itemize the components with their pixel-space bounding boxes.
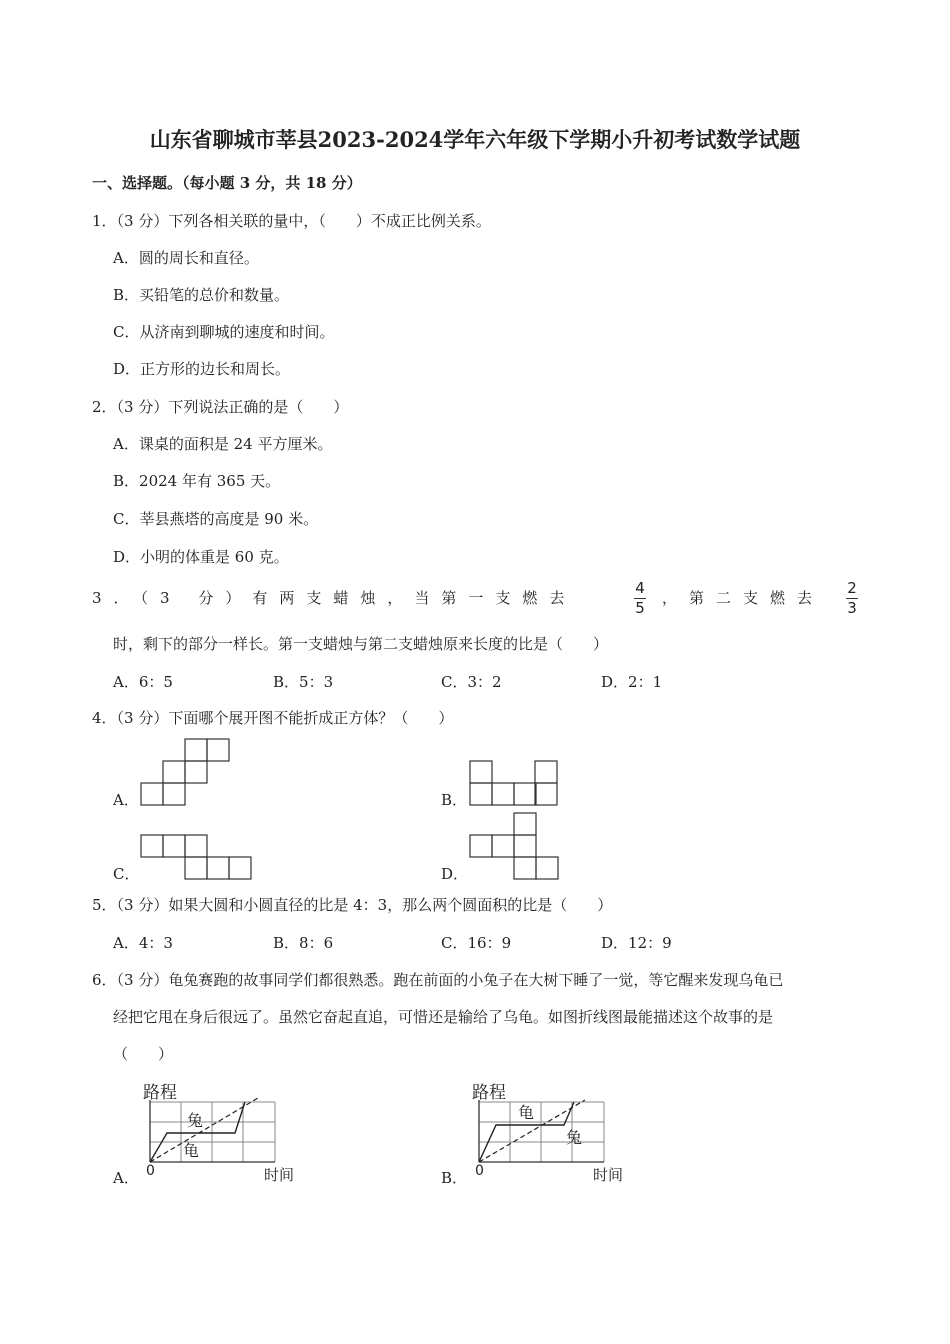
question-6-stem-line3: （ ） xyxy=(113,1045,174,1063)
rabbit-label: 兔 xyxy=(566,1128,583,1147)
question-1-option-a: A．圆的周长和直径。 xyxy=(113,249,259,267)
question-3-option-c: C．3：2 xyxy=(441,673,502,691)
question-5-option-b: B．8：6 xyxy=(273,934,334,952)
question-3-stem-part1: 3．（3 分）有两支蜡烛，当第一支燃去 xyxy=(92,589,577,607)
question-1-option-d: D．正方形的边长和周长。 xyxy=(113,360,291,378)
x-axis-label: 时间 xyxy=(593,1166,624,1184)
question-4-label-a: A． xyxy=(113,791,139,809)
question-4-label-c: C． xyxy=(113,865,140,883)
x-axis-label: 时间 xyxy=(264,1166,295,1184)
question-4-label-b: B． xyxy=(441,791,468,809)
question-5-option-a: A．4：3 xyxy=(113,934,173,952)
question-3-stem-part2: ，第二支燃去 xyxy=(662,589,825,607)
question-6-stem-line2: 经把它甩在身后很远了。虽然它奋起直追，可惜还是输给了乌龟。如图折线图最能描述这个故事的是 xyxy=(113,1008,774,1026)
question-1-stem: 1．（3 分）下列各相关联的量中，（ ）不成正比例关系。 xyxy=(92,212,491,230)
question-3-option-b: B．5：3 xyxy=(273,673,334,691)
question-3-option-d: D．2：1 xyxy=(601,673,663,691)
question-2-stem: 2．（3 分）下列说法正确的是（ ） xyxy=(92,398,349,416)
question-5-option-c: C．16：9 xyxy=(441,934,512,952)
question-5-option-d: D．12：9 xyxy=(601,934,672,952)
question-4-label-d: D． xyxy=(441,865,469,883)
question-3-option-a: A．6：5 xyxy=(113,673,173,691)
question-2-option-a: A．课桌的面积是 24 平方厘米。 xyxy=(113,435,333,453)
question-1-option-c: C．从济南到聊城的速度和时间。 xyxy=(113,323,335,341)
question-1-option-b: B．买铅笔的总价和数量。 xyxy=(113,286,290,304)
origin-label: 0 xyxy=(146,1163,155,1179)
question-2-option-b: B．2024 年有 365 天。 xyxy=(113,472,281,490)
question-6-stem-line1: 6．（3 分）龟兔赛跑的故事同学们都很熟悉。跑在前面的小兔子在大树下睡了一觉，等它醒来发现乌龟已 xyxy=(92,971,784,989)
fraction-numerator: 2 xyxy=(847,579,857,597)
question-2-option-d: D．小明的体重是 60 克。 xyxy=(113,548,289,566)
page-title: 山东省聊城市莘县2023-2024学年六年级下学期小升初考试数学试题 xyxy=(149,127,801,152)
rabbit-label: 兔 xyxy=(187,1111,204,1130)
section-heading: 一、选择题。（每小题 3 分，共 18 分） xyxy=(92,174,362,192)
fraction-denominator: 3 xyxy=(847,599,857,617)
fraction-denominator: 5 xyxy=(635,599,645,617)
y-axis-label: 路程 xyxy=(472,1083,506,1103)
question-6-label-b: B． xyxy=(441,1169,468,1187)
turtle-label: 龟 xyxy=(183,1141,200,1160)
question-4-stem: 4．（3 分）下面哪个展开图不能折成正方体？（ ） xyxy=(92,709,454,727)
turtle-label: 龟 xyxy=(518,1103,535,1122)
question-6-label-a: A． xyxy=(113,1169,139,1187)
question-3-stem-line2: 时，剩下的部分一样长。第一支蜡烛与第二支蜡烛原来长度的比是（ ） xyxy=(113,635,609,653)
fraction-numerator: 4 xyxy=(635,579,645,597)
question-5-stem: 5．（3 分）如果大圆和小圆直径的比是 4：3，那么两个圆面积的比是（ ） xyxy=(92,896,613,914)
origin-label: 0 xyxy=(475,1163,484,1179)
y-axis-label: 路程 xyxy=(143,1083,177,1103)
question-2-option-c: C．莘县燕塔的高度是 90 米。 xyxy=(113,510,319,528)
